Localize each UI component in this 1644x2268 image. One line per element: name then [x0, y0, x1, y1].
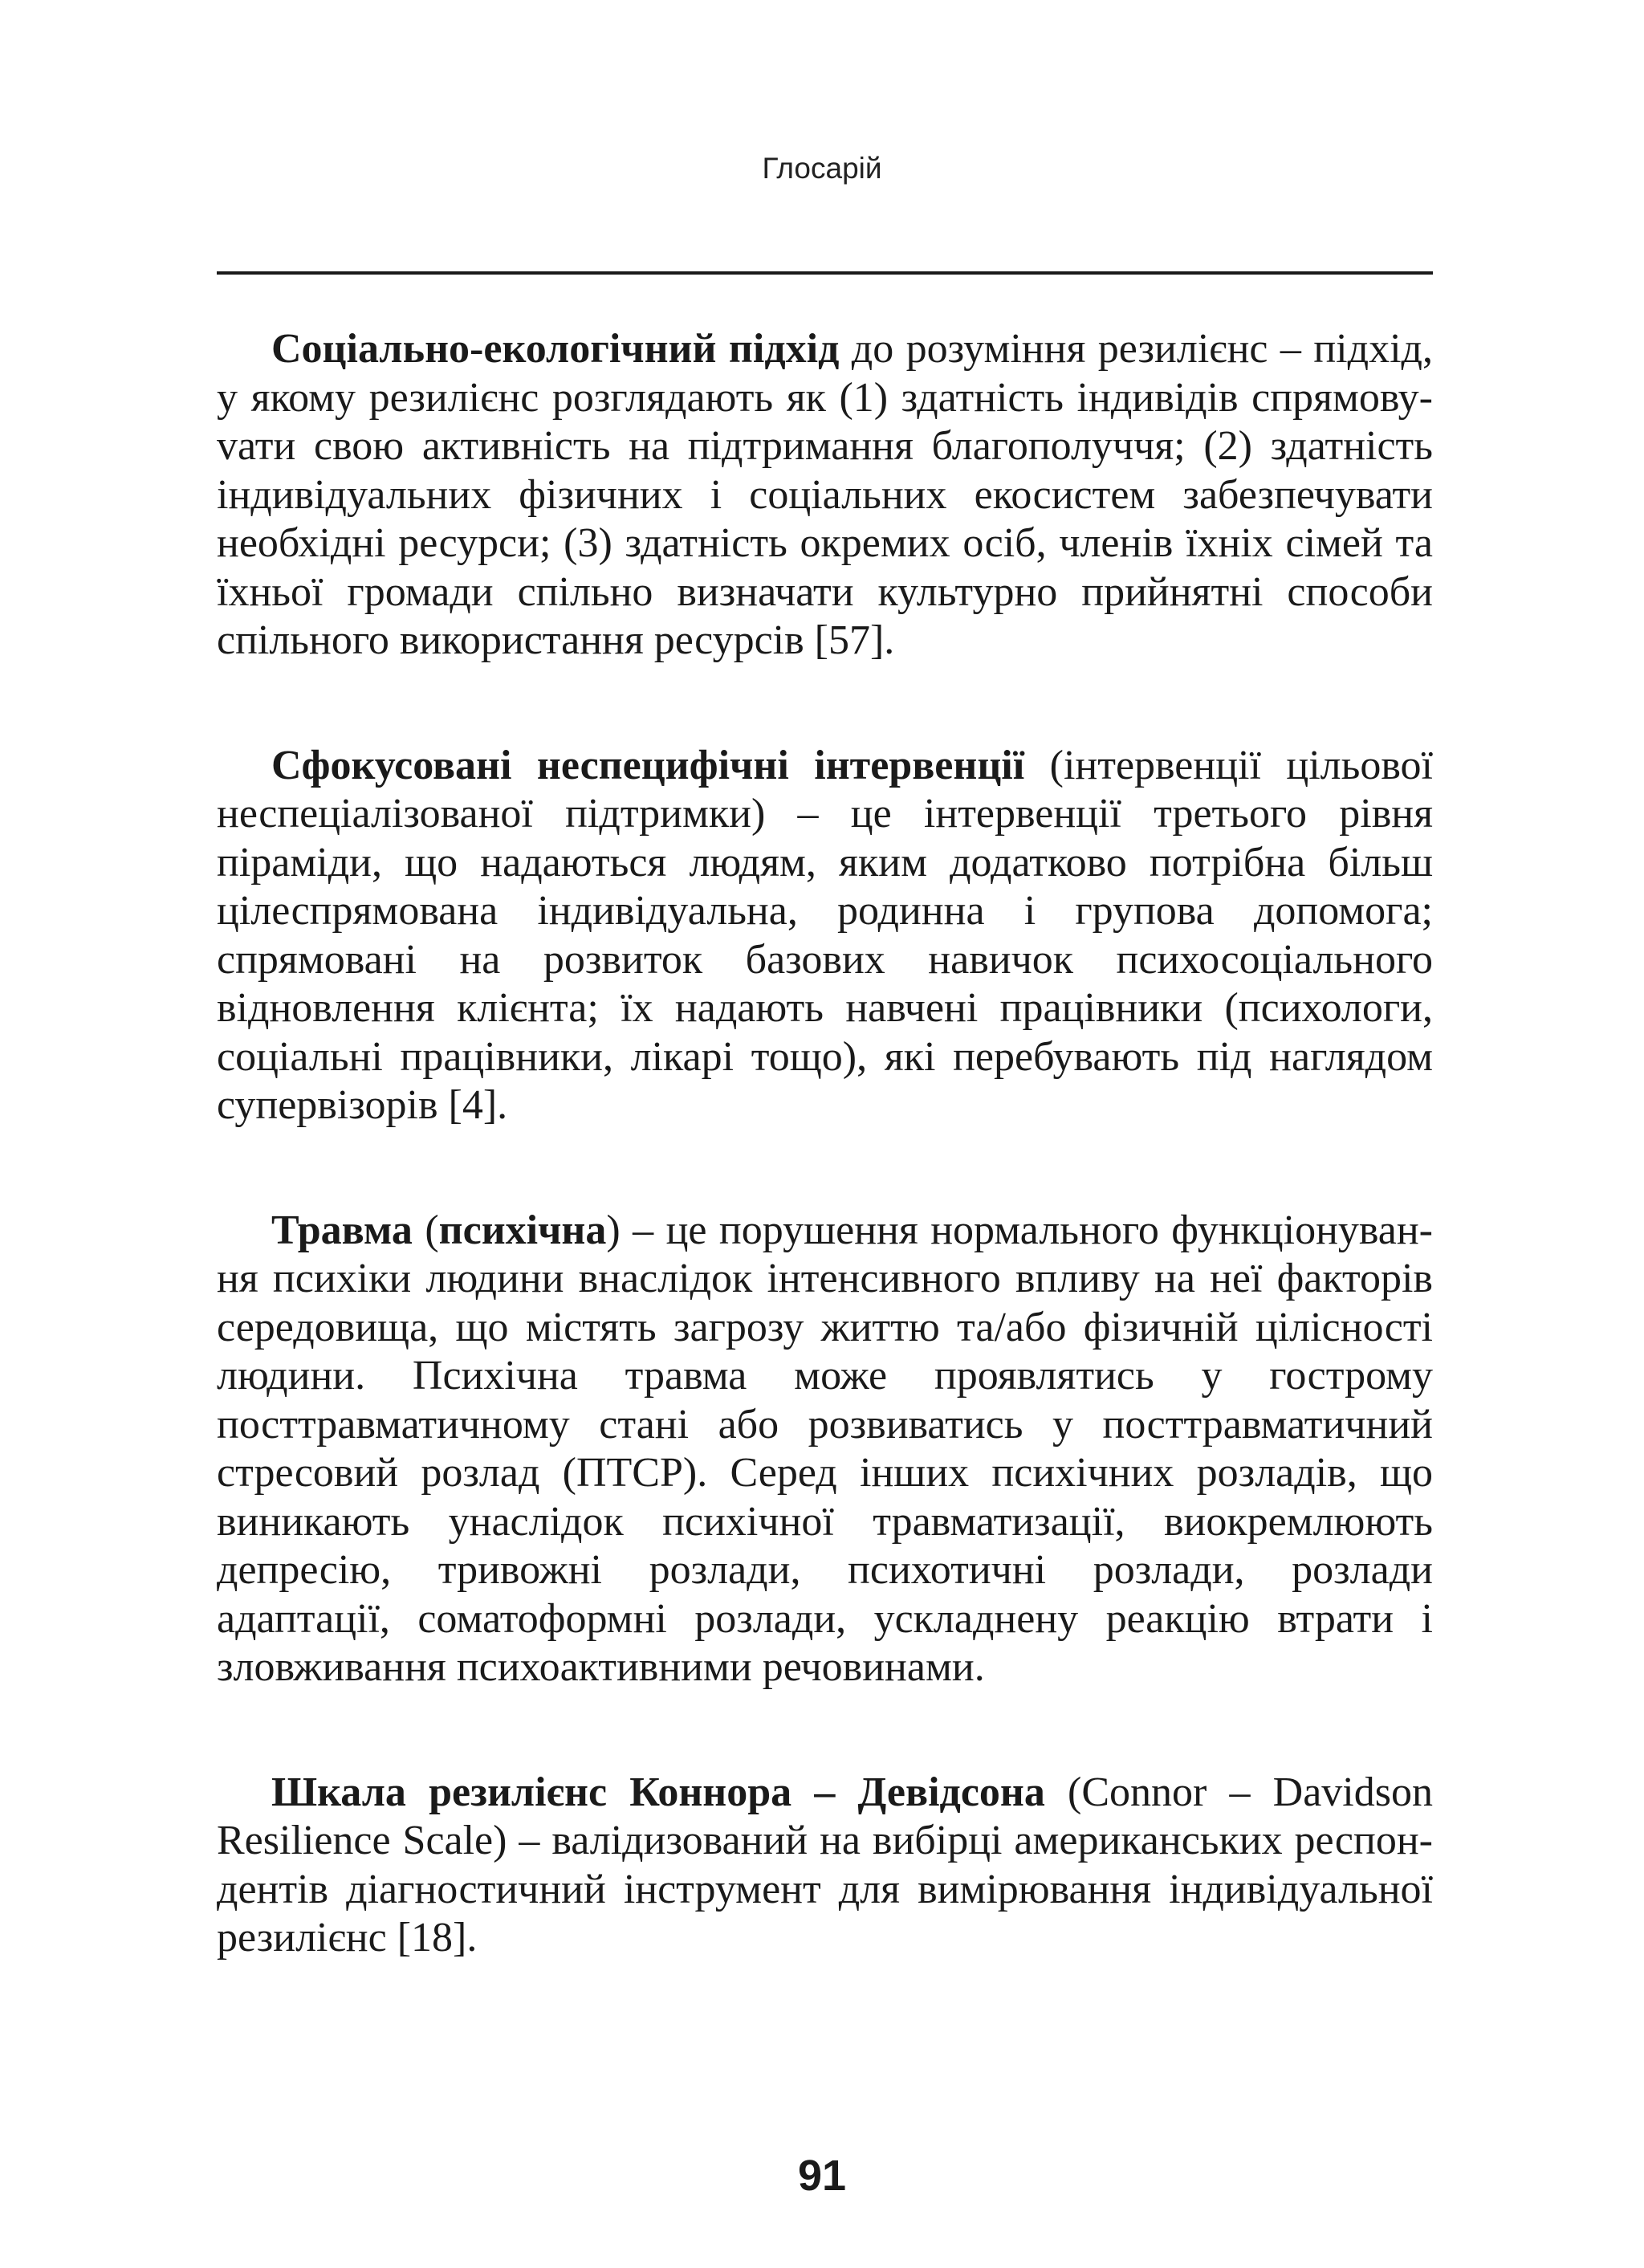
page-number: 91	[797, 2152, 847, 2200]
glossary-entry-cd-risc	[217, 1769, 1433, 1963]
glossary-entry-psychological-trauma	[217, 1207, 1433, 1692]
glossary-term-bracket: (	[412, 1207, 439, 1253]
glossary-definition: (Connor – Davidson Resilience Scale) – валідизований на вибірці американських респондентів діагностичний інструмент для вимірювання індивідуальної резилієнс [18].	[217, 1769, 1433, 1961]
header-divider	[217, 271, 1433, 275]
glossary-term-qualifier: психічна	[438, 1207, 607, 1253]
glossary-body	[217, 325, 1433, 2039]
glossary-definition: до розуміння резилієнс – підхід, у якому резилієнс розглядають як (1) здатність індивідів спрямовуvати свою активність на підтримання благополуччя; (2) здатність індивідуальних фізичних і соціальних екосистем забезпечувати необхідні ресурси; (3) здатність окремих осіб, членів їхніх сімей та їхньої громади спільно визначати культурно прийнятні способи спільного використання ресурсів [57].	[217, 326, 1433, 663]
glossary-term: Травма	[271, 1207, 413, 1253]
glossary-definition: ) – це порушення нормального функціонування психіки людини внаслідок інтенсивного впливу на неї факторів середовища, що містять загрозу життю та/або фізичній цілісності людини. Психічна травма може проявлятись у гострому посттравматичному стані або розвиватись у посттравматичний стресовий розлад (ПТСР). Серед інших психічних розладів, що виникають унаслідок психічної травматизації, виокремлюють депресію, тривожні розлади, психотичні розлади, розлади адаптації, соматоформні розлади, ускладнену реакцію втрати і зловживання психоактивними речовинами.	[217, 1207, 1433, 1690]
glossary-entry-socio-ecological-approach	[217, 325, 1433, 666]
glossary-term: Шкала резилієнс Коннора – Девідсона	[271, 1769, 1045, 1815]
glossary-entry-focused-nonspecific-interventions	[217, 742, 1433, 1130]
running-header-title: Глосарій	[762, 152, 882, 185]
glossary-definition: (інтервенції цільової неспеціалізованої підтримки) – це інтервенції третього рівня піраміди, що надаються людям, яким додатково потрібна більш цілеспрямована індивідуальна, родинна і групова допомога; спрямовані на розвиток базових навичок психосоціального відновлення клієнта; їх надають навчені працівники (психологи, соціальні працівники, лікарі тощо), які перебувають під наглядом супервізорів [4].	[217, 742, 1433, 1128]
glossary-term: Сфокусовані неспецифічні інтервенції	[271, 742, 1025, 788]
glossary-term: Соціально-екологічний підхід	[271, 326, 840, 372]
